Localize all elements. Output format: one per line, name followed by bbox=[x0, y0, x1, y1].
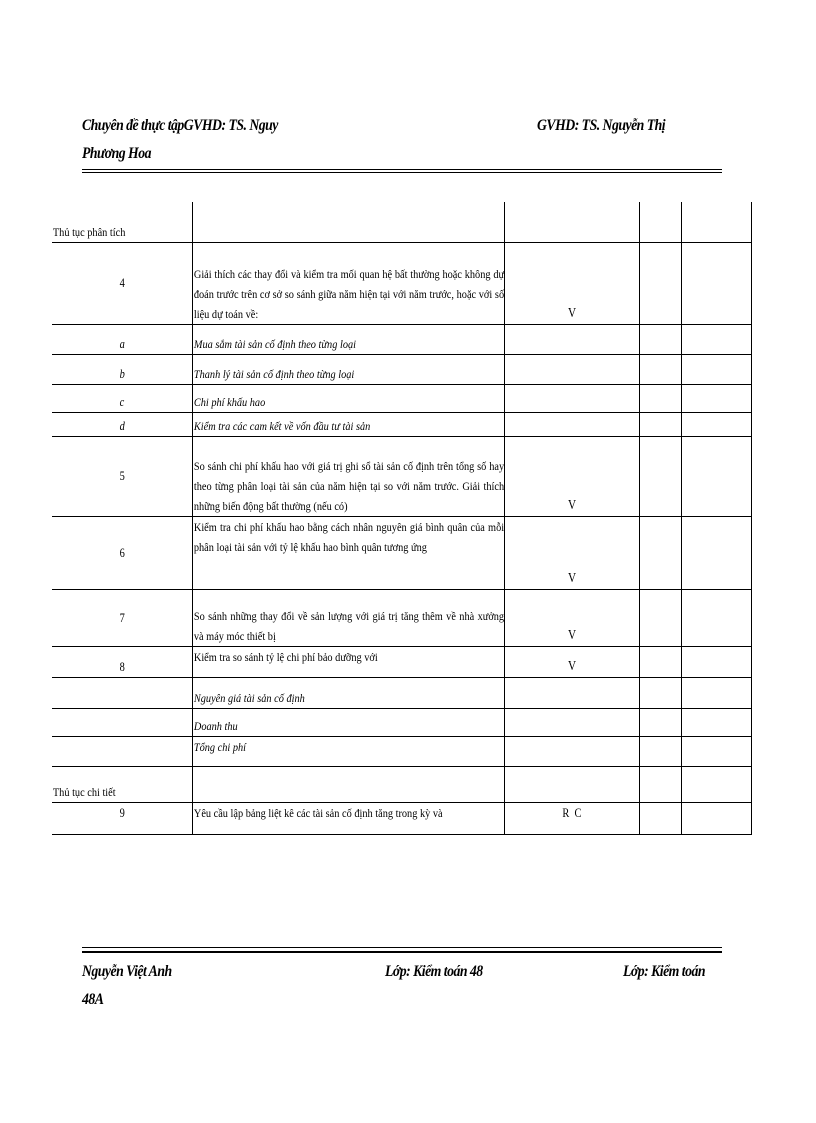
cell-empty bbox=[640, 589, 682, 646]
cell-empty bbox=[682, 436, 752, 516]
cell-description: Mua sắm tài sản cố định theo từng loại bbox=[193, 324, 505, 354]
cell-description: So sánh những thay đổi về sản lượng với giá trị tăng thêm về nhà xưởng và máy móc thiết bị bbox=[193, 589, 505, 646]
footer-right: Lớp: Kiểm toán bbox=[623, 963, 705, 980]
cell-description: Yêu cầu lập bảng liệt kê các tài sản cố định tăng trong kỳ và bbox=[193, 802, 505, 834]
cell-step bbox=[52, 736, 193, 766]
cell-empty bbox=[640, 736, 682, 766]
cell-mark bbox=[505, 766, 640, 802]
cell-empty bbox=[640, 677, 682, 708]
cell-empty bbox=[640, 646, 682, 677]
footer-class-code: 48A bbox=[82, 991, 104, 1008]
cell-mark bbox=[505, 412, 640, 436]
cell-empty bbox=[682, 646, 752, 677]
cell-step: b bbox=[52, 354, 193, 384]
table-row bbox=[52, 736, 752, 766]
cell-mark: R C bbox=[505, 802, 640, 834]
table-row bbox=[52, 708, 752, 736]
cell-empty bbox=[682, 354, 752, 384]
cell-step bbox=[52, 708, 193, 736]
cell-empty bbox=[640, 242, 682, 324]
cell-empty bbox=[682, 736, 752, 766]
audit-procedure-table bbox=[52, 202, 752, 835]
cell-empty bbox=[682, 324, 752, 354]
cell-empty bbox=[682, 677, 752, 708]
cell-description: Thanh lý tài sản cố định theo từng loại bbox=[193, 354, 505, 384]
table-row bbox=[52, 766, 752, 802]
cell-description: Tổng chi phí bbox=[193, 736, 505, 766]
cell-empty bbox=[682, 802, 752, 834]
table-row bbox=[52, 202, 752, 242]
footer-center: Lớp: Kiểm toán 48 bbox=[385, 963, 483, 980]
cell-description: Nguyên giá tài sản cố định bbox=[193, 677, 505, 708]
cell-empty bbox=[640, 324, 682, 354]
table-row bbox=[52, 354, 752, 384]
header-left-line2: Phương Hoa bbox=[82, 145, 151, 162]
table-row bbox=[52, 516, 752, 589]
table-row bbox=[52, 412, 752, 436]
cell-step: a bbox=[52, 324, 193, 354]
table-row bbox=[52, 436, 752, 516]
cell-description: Giải thích các thay đổi và kiểm tra mối quan hệ bất thường hoặc không dự đoán trước trên cơ sở so sánh giữa năm hiện tại với năm trước, hoặc với số liệu dự toán về: bbox=[193, 242, 505, 324]
cell-step: 9 bbox=[52, 802, 193, 834]
cell-empty bbox=[682, 412, 752, 436]
table-row bbox=[52, 677, 752, 708]
header-rule-thick bbox=[82, 169, 722, 170]
cell-mark: V bbox=[505, 242, 640, 324]
cell-empty bbox=[640, 708, 682, 736]
cell-empty bbox=[682, 202, 752, 242]
table-row bbox=[52, 242, 752, 324]
cell-empty bbox=[640, 202, 682, 242]
cell-mark bbox=[505, 708, 640, 736]
cell-empty bbox=[682, 708, 752, 736]
footer-rule-thick bbox=[82, 951, 722, 953]
cell-mark bbox=[505, 202, 640, 242]
cell-mark: V bbox=[505, 589, 640, 646]
cell-empty bbox=[682, 516, 752, 589]
table-row bbox=[52, 324, 752, 354]
cell-step: 8 bbox=[52, 646, 193, 677]
table-row bbox=[52, 646, 752, 677]
cell-description: Kiểm tra chi phí khấu hao bằng cách nhân nguyên giá bình quân của mỗi phân loại tài sản với tỷ lệ khấu hao bình quân tương ứng bbox=[193, 516, 505, 589]
section-label: Thủ tục chi tiết bbox=[52, 766, 193, 802]
cell-empty bbox=[640, 412, 682, 436]
cell-description bbox=[193, 766, 505, 802]
footer-left bbox=[82, 958, 172, 1014]
cell-mark bbox=[505, 736, 640, 766]
cell-mark bbox=[505, 677, 640, 708]
cell-description: Kiểm tra các cam kết về vốn đầu tư tài sản bbox=[193, 412, 505, 436]
cell-empty bbox=[640, 802, 682, 834]
cell-mark: V bbox=[505, 646, 640, 677]
cell-step bbox=[52, 677, 193, 708]
table-row bbox=[52, 589, 752, 646]
cell-mark: V bbox=[505, 516, 640, 589]
header-rule-thin bbox=[82, 172, 722, 173]
header-left bbox=[82, 112, 306, 168]
cell-description: Doanh thu bbox=[193, 708, 505, 736]
cell-empty bbox=[640, 384, 682, 412]
footer-rule-thin bbox=[82, 947, 722, 948]
table-row bbox=[52, 802, 752, 834]
cell-description: Kiểm tra so sánh tỷ lệ chi phí bảo dưỡng với bbox=[193, 646, 505, 677]
cell-empty bbox=[682, 384, 752, 412]
cell-mark: V bbox=[505, 436, 640, 516]
cell-description: So sánh chi phí khấu hao với giá trị ghi sổ tài sản cố định trên tổng số hay theo từng phân loại tài sản của năm hiện tại so với năm trước. Giải thích những biến động bất thường (nếu có) bbox=[193, 436, 505, 516]
cell-empty bbox=[640, 766, 682, 802]
table-row bbox=[52, 384, 752, 412]
cell-step: c bbox=[52, 384, 193, 412]
cell-description bbox=[193, 202, 505, 242]
cell-empty bbox=[682, 589, 752, 646]
cell-empty bbox=[682, 766, 752, 802]
cell-mark bbox=[505, 324, 640, 354]
cell-empty bbox=[640, 354, 682, 384]
section-label: Thủ tục phân tích bbox=[52, 202, 193, 242]
cell-mark bbox=[505, 354, 640, 384]
cell-description: Chi phí khấu hao bbox=[193, 384, 505, 412]
footer-author: Nguyễn Việt Anh bbox=[82, 963, 172, 980]
cell-step: 4 bbox=[52, 242, 193, 324]
cell-mark bbox=[505, 384, 640, 412]
cell-empty bbox=[682, 242, 752, 324]
header-left-line1: Chuyên đề thực tậpGVHD: TS. Nguy bbox=[82, 117, 278, 134]
cell-step: d bbox=[52, 412, 193, 436]
cell-step: 5 bbox=[52, 436, 193, 516]
cell-step: 7 bbox=[52, 589, 193, 646]
cell-step: 6 bbox=[52, 516, 193, 589]
cell-empty bbox=[640, 436, 682, 516]
header-right: GVHD: TS. Nguyễn Thị bbox=[537, 117, 666, 134]
cell-empty bbox=[640, 516, 682, 589]
